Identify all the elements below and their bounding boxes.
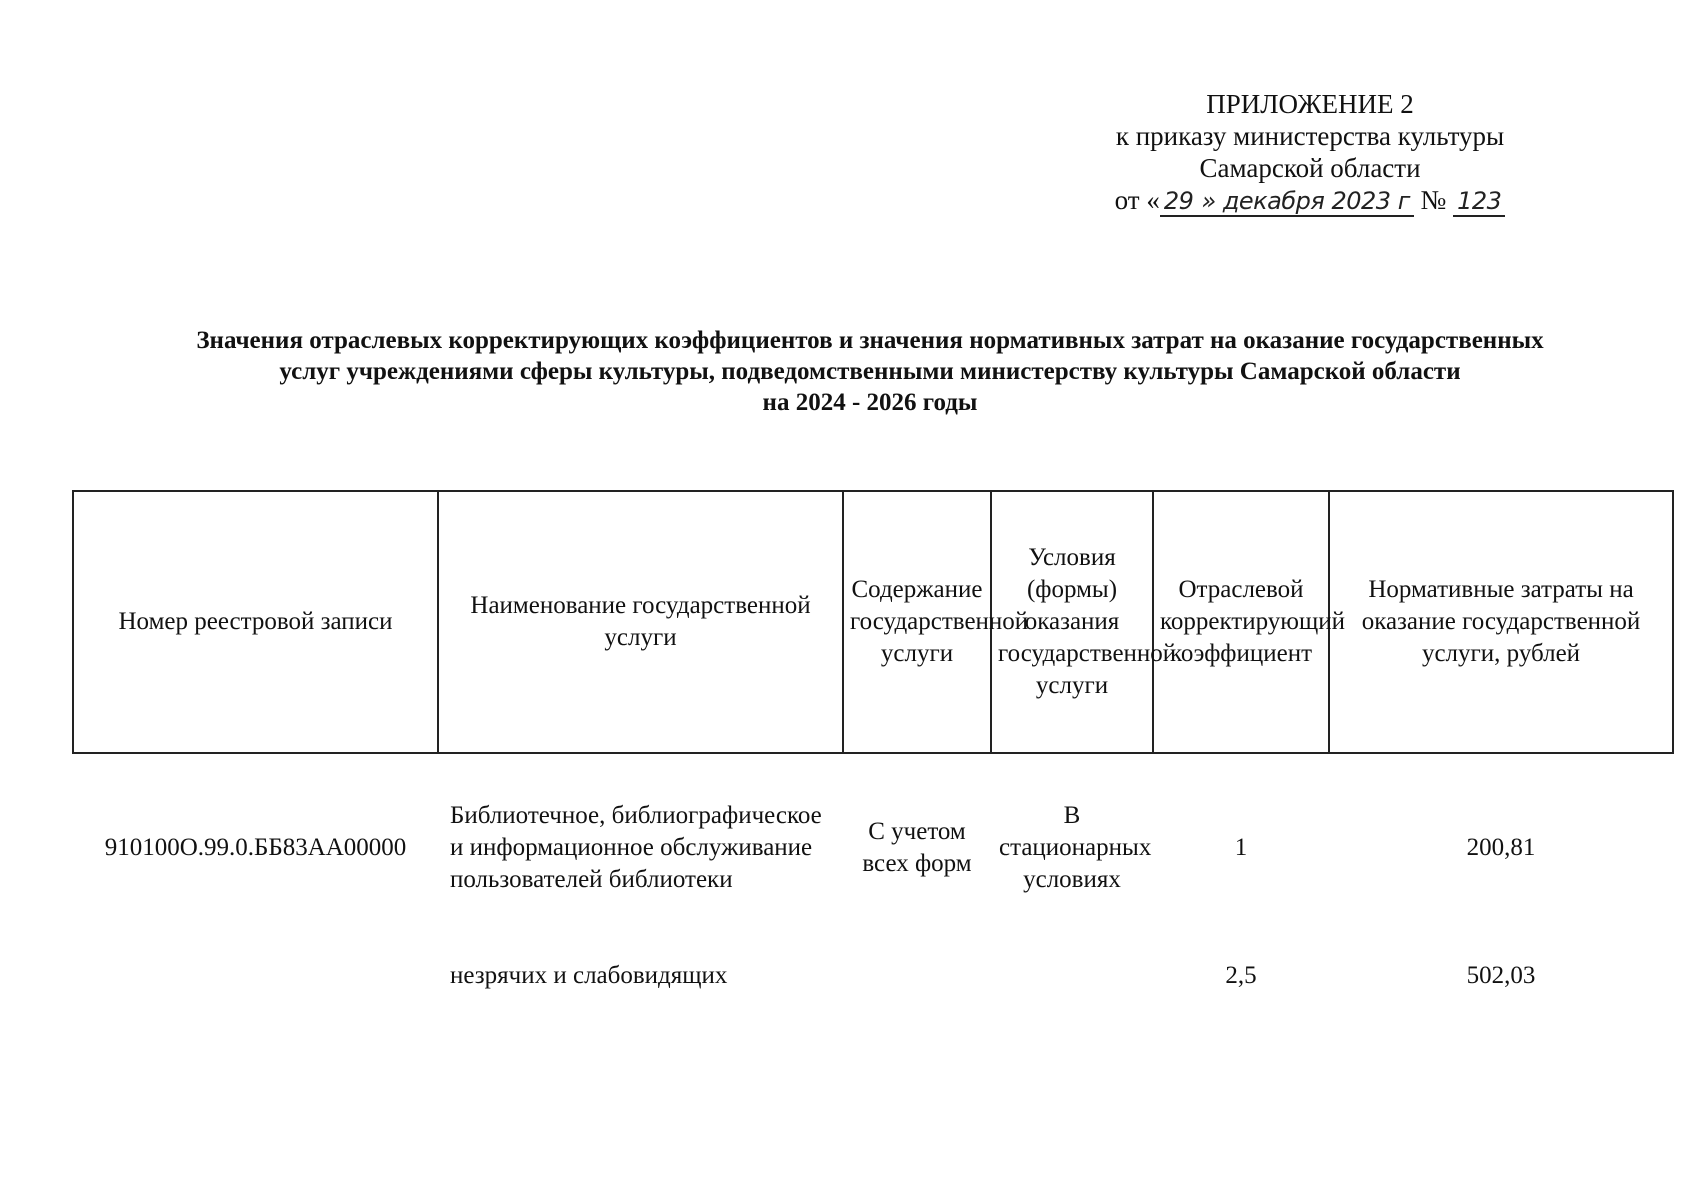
table-row — [73, 753, 1673, 942]
cell-service-conditions — [991, 942, 1153, 1010]
cell-service-name: Библиотечное, библиографическое и информационное обслуживание пользователей библиотеки — [450, 802, 822, 893]
norms-table — [72, 490, 1674, 1010]
heading-line-2: услуг учреждениями сферы культуры, подведомственными министерству культуры Самарской области — [279, 358, 1461, 385]
table-row — [73, 942, 1673, 1010]
document-heading — [90, 325, 1650, 418]
table-header-row — [73, 491, 1673, 753]
cell-normative-cost: 502,03 — [1466, 962, 1536, 989]
cell-registry-number — [73, 942, 438, 1010]
header-coefficient: Отраслевой корректирующий коэффициент — [1153, 491, 1329, 753]
cell-coefficient: 2,5 — [1225, 962, 1257, 989]
norms-table-wrap — [72, 490, 1672, 1010]
cell-normative-cost: 200,81 — [1466, 834, 1536, 861]
header-service-conditions: Условия (формы) оказания государственной услуги — [991, 491, 1153, 753]
appendix-block — [1030, 88, 1590, 217]
cell-service-content — [843, 942, 991, 1010]
cell-coefficient: 1 — [1234, 834, 1248, 861]
appendix-date-line — [1030, 184, 1590, 217]
appendix-order-ref: к приказу министерства культуры — [1115, 121, 1505, 151]
header-registry-number: Номер реестровой записи — [73, 491, 438, 753]
header-service-content: Содержание государственной услуги — [843, 491, 991, 753]
appendix-title: ПРИЛОЖЕНИЕ 2 — [1206, 89, 1414, 119]
cell-service-conditions: В стационарных условиях — [999, 802, 1152, 893]
date-prefix: от « — [1114, 185, 1160, 215]
cell-registry-number: 910100О.99.0.ББ83АА00000 — [104, 834, 407, 861]
handwritten-day: 29 — [1160, 187, 1198, 217]
handwritten-month-year: » декабря 2023 г — [1197, 187, 1413, 217]
heading-line-3: на 2024 - 2026 годы — [762, 389, 978, 416]
heading-line-1: Значения отраслевых корректирующих коэффициентов и значения нормативных затрат на оказание государственных — [196, 327, 1544, 354]
number-prefix: № — [1420, 185, 1447, 215]
header-normative-cost: Нормативные затраты на оказание государственной услуги, рублей — [1329, 491, 1673, 753]
cell-service-content: С учетом всех форм — [862, 818, 972, 877]
cell-service-name: незрячих и слабовидящих — [450, 962, 728, 989]
handwritten-number: 123 — [1453, 187, 1505, 217]
header-service-name: Наименование государственной услуги — [438, 491, 843, 753]
appendix-region: Самарской области — [1199, 153, 1421, 183]
